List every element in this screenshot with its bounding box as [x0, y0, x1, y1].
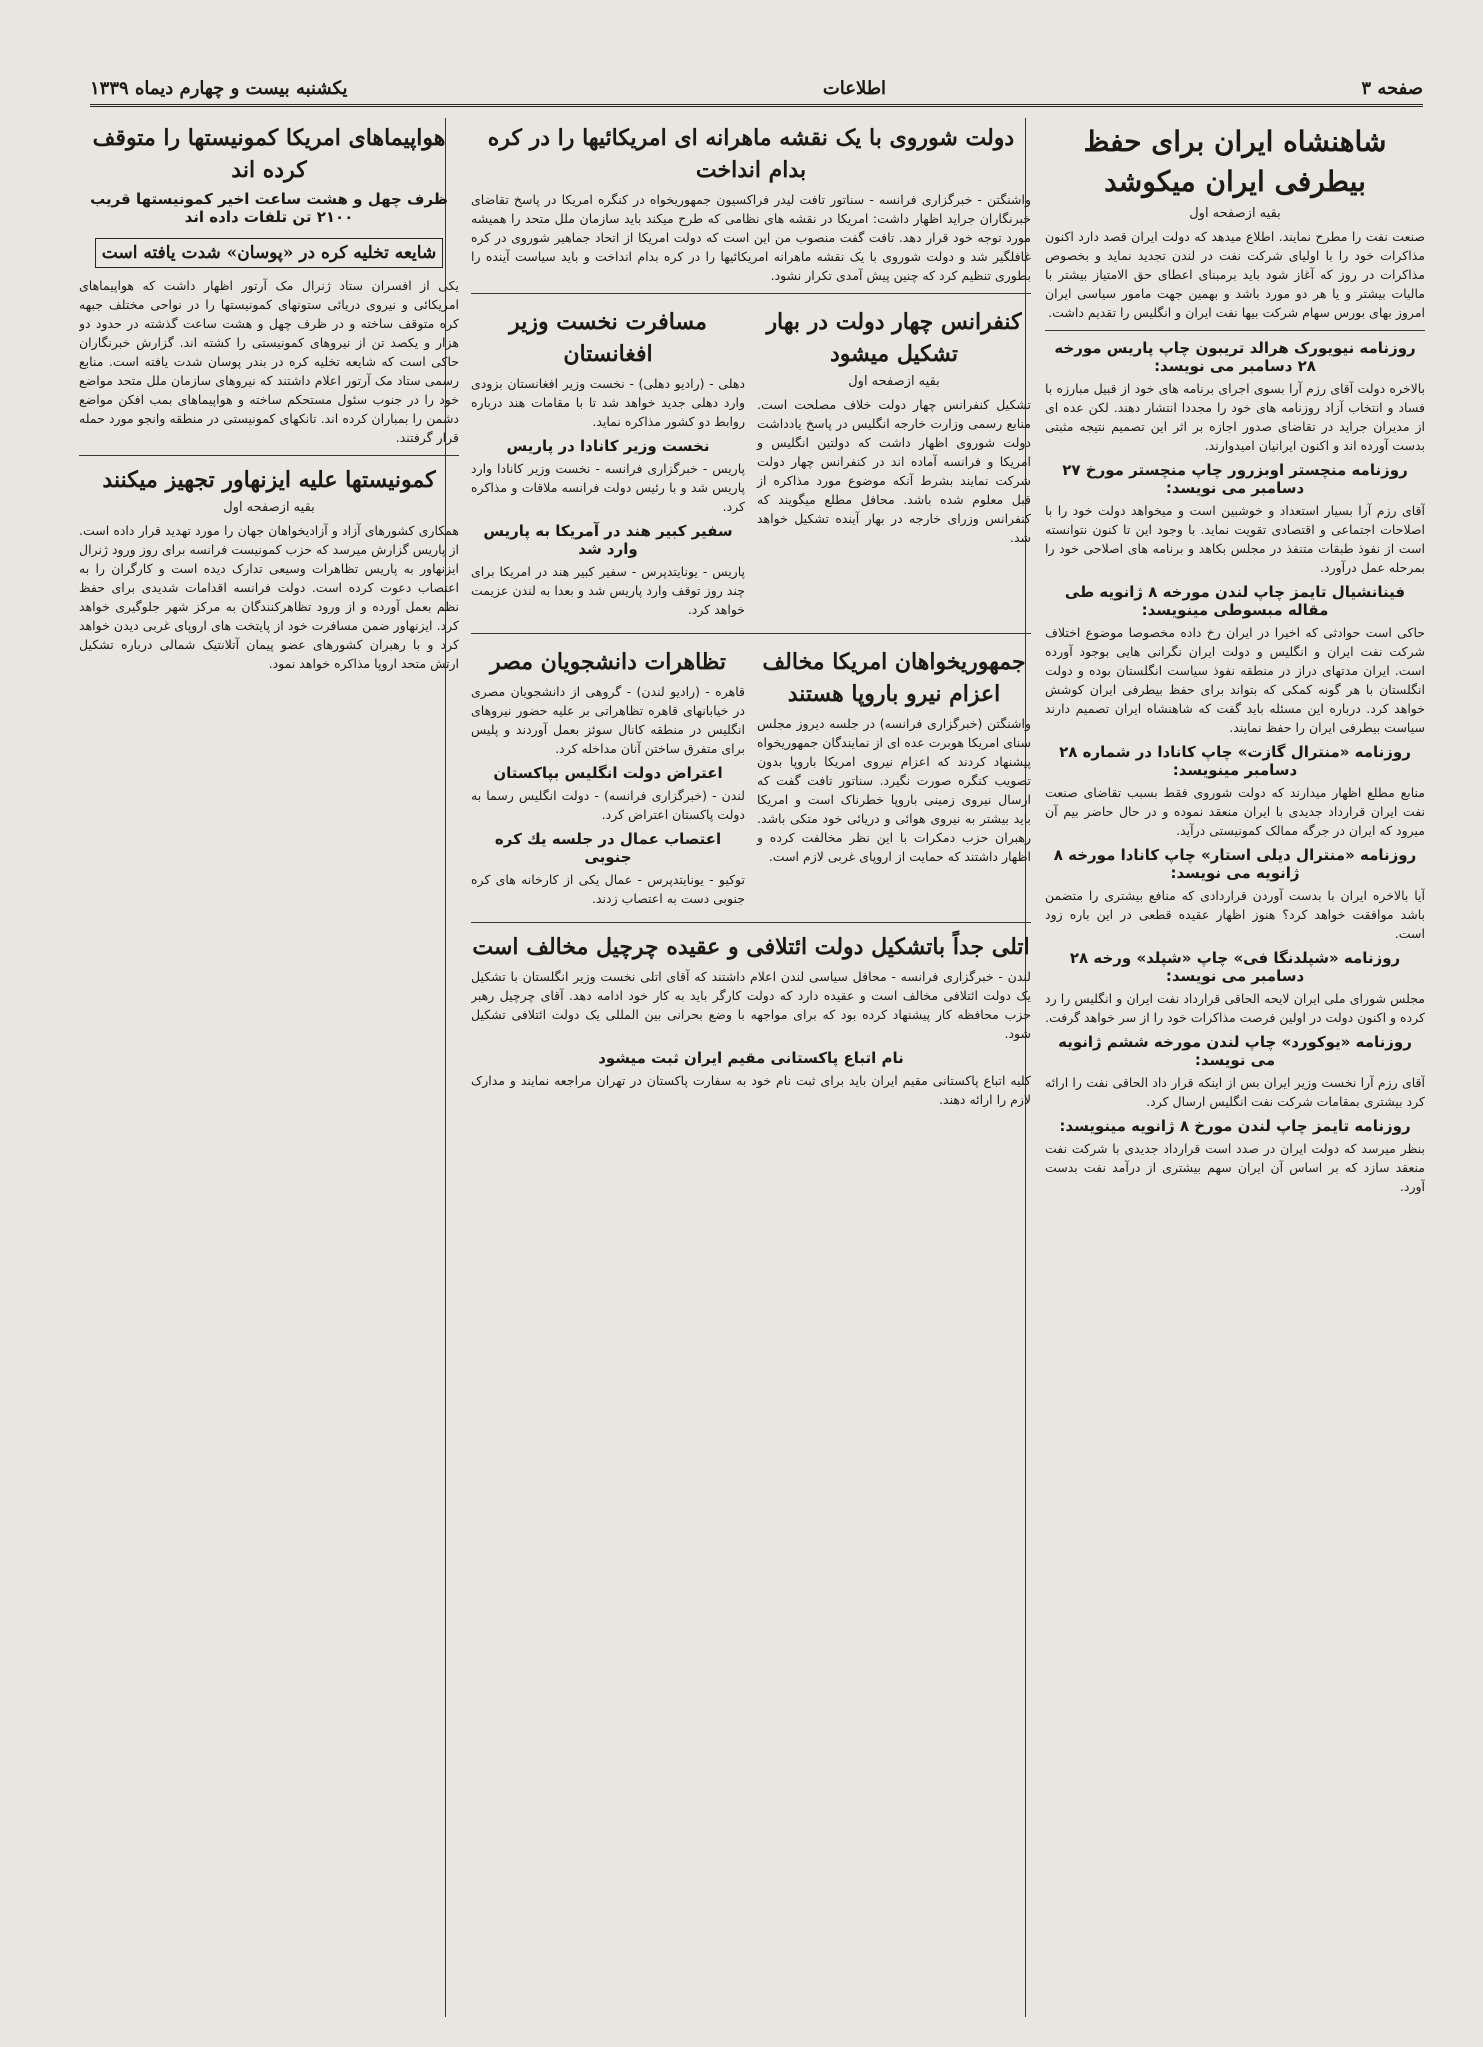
article-body: مجلس شورای ملی ایران لایحه الحاقی قرارداد نفت ایران و انگلیس را رد کرده و اکنون دولت در اولین فرصت مذاکرات خود را از سر خواهد گرفت. [1045, 991, 1425, 1025]
headline-korea-strike: اعتصاب عمال در جلسه یك کره جنوبی [494, 830, 722, 866]
divider [79, 455, 459, 456]
headline-montreal-daily-star: روزنامه «منترال دیلی استار» چاپ کانادا مورخه ۸ ژانویه می نویسد: [1053, 846, 1417, 882]
column-left [79, 118, 459, 2027]
boxed-headline [79, 234, 459, 272]
masthead [90, 72, 1423, 107]
article-body: واشنگتن (خبرگزاری فرانسه) در جلسه دیروز مجلس سنای امریکا هوبرت عده ای از نمایندگان جمهوریخواه پیشنهاد کردند که اعزام نیروی امریکا باروپا بدون تصویب کنگره صورت نگیرد. سناتور تافت گفت که ارسال نیروی زمینی باروپا خطرناک است و امریکا باید بیشتر به نیروی هوائی و دریائی خود متکی باشد. رهبران حزب دمکرات با این نظر مخالفت کرده و اظهار داشتند که حمایت از اروپای غربی لازم است. [757, 716, 1031, 864]
divider [471, 922, 1031, 923]
paper-name: اطلاعات [822, 77, 887, 99]
column-middle [471, 118, 1031, 2027]
article-body: همکاری کشورهای آزاد و آزادیخواهان جهان را مورد تهدید قرار داده است. از پاریس گزارش میرسد که حزب کمونیست فرانسه برای روز ورود ژنرال ایزنهاور به پاریس تظاهرات وسیعی تدارک دیده است و کارگران را به اعتصاب دعوت کرده است. دولت فرانسه اقدامات شدیدی برای حفظ نظم بعمل آورده و از ورود تظاهرکنندگان به مرکز شهر جلوگیری خواهد کرد. ایزنهاور ضمن مسافرت خود از پایتخت های اروپای غربی دیدن خواهد کرد و با رهبران کشورهای عضو پیمان آتلانتیک شمالی درباره تشکیل ارتش متحد اروپا مذاکره خواهد نمود. [79, 523, 459, 671]
article-body: منابع مطلع اظهار میدارند که دولت شوروی فقط بسبب تقاضای صنعت نفت ایران قرارداد جدیدی با ایران منعقد نموده و در حال حاضر بیم آن میرود که ایران در جرگه ممالک کمونیستی درآید. [1045, 785, 1425, 838]
split-section [471, 302, 1031, 625]
article-body: بالاخره دولت آقای رزم آرا بسوی اجرای برنامه های خود از قبیل مبارزه با فساد و انتخاب آزاد روزنامه های خود را مجددا انتشار دهند. لکن عده ای از مدیران جراید در تقاضای صدور اجازه بر اثر این تصمیم نتیجه مثبتی بدست آورده اند و اکنون ایرانیان امیدوارند. [1045, 381, 1425, 453]
article-body: آقای رزم آرا نخست وزیر ایران بس از اینکه قرار داد الحاقی نفت را ارائه کرد بیشتری بمقامات شرکت نفت انگلیس ارسال کرد. [1045, 1075, 1425, 1109]
article-body: آقای رزم آرا بسیار استعداد و خوشبین است و میخواهد دولت خود را با اصلاحات اجتماعی و اقتصادی تقویت نماید. با وجود این تا کنون نتوانسته است از نفوذ طبقات متنفذ در مجلس بکاهد و برنامه های اصلاحی خود را بمرحله عمل درآورد. [1045, 503, 1425, 575]
divider [471, 633, 1031, 634]
article-body: بنظر میرسد که دولت ایران در صدد است قرارداد جدیدی با شرکت نفت منعقد سازد که بر اساس آن ایران سهم بیشتری از درآمد نفت بدست آورد. [1045, 1141, 1425, 1194]
headline-pakistani-nationals: نام اتباع پاکستانی مقیم ایران ثبت میشود [598, 1049, 904, 1067]
article-body: پاریس - خبرگزاری فرانسه - نخست وزیر کانادا وارد پاریس شد و با رئیس دولت فرانسه ملاقات و مذاکره کرد. [471, 461, 745, 514]
article-body: صنعت نفت را مطرح نمایند. اطلاع میدهد که دولت ایران قصد دارد اکنون مذاکرات خود را با اولیای شرکت نفت در لندن تجدید نماید و بخصوص مذاکرات در روز که آغاز شود باید برمبنای اعطای حق الامتیاز بیشتر با مالیات بیشتر و یا هر دو مورد باشد و بهمین جهت مامور سیاسی ایران امروز بهای بورس سهام شرکت بیها نفت ایران و انگلیس را تقدیم داشت. [1045, 229, 1425, 320]
continued-label: بقیه ازصفحه اول [1189, 206, 1281, 221]
headline-pusan-evacuation: شایعه تخلیه کره در «پوسان» شدت یافته است [95, 238, 443, 268]
headline-egypt-students: تظاهرات دانشجویان مصر [490, 649, 726, 675]
divider [1045, 330, 1425, 331]
headline-record: روزنامه «یوکورد» چاپ لندن مورخه ششم ژانویه می نویسد: [1058, 1033, 1412, 1069]
headline-us-planes: هواپیماهای امریکا کمونیستها را متوقف کرده اند [92, 125, 446, 183]
subheadline-casualties: ظرف چهل و هشت ساعت اخیر کمونیستها قریب ۲۱۰۰ تن تلفات داده اند [90, 190, 448, 226]
issue-date: یکشنبه بیست و چهارم دیماه ۱۳۳۹ [90, 77, 348, 99]
subcolumn-left [471, 642, 745, 914]
subcolumn-left [471, 302, 745, 625]
continued-label: بقیه ازصفحه اول [223, 500, 315, 515]
headline-four-power-conference: کنفرانس چهار دولت در بهار تشکیل میشود [766, 309, 1022, 367]
divider [471, 293, 1031, 294]
headline-republicans-europe: جمهوریخواهان امریکا مخالف اعزام نیرو باروپا هستند [762, 649, 1026, 707]
subcolumn-right [757, 642, 1031, 914]
article-body: کلیه اتباع پاکستانی مقیم ایران باید برای ثبت نام خود به سفارت پاکستان در تهران مراجعه نمایند و مدارک لازم را ارائه دهند. [471, 1073, 1031, 1107]
headline-uk-protest: اعتراض دولت انگلیس بپاکستان [493, 764, 723, 782]
headline-india-ambassador: سفیر کبیر هند در آمریکا به پاریس وارد شد [483, 522, 733, 558]
headline-communists-eisenhower: کمونیستها علیه ایزنهاور تجهیز میکنند [102, 467, 436, 493]
article-body: لندن - (خبرگزاری فرانسه) - دولت انگلیس رسما به دولت پاکستان اعتراض کرد. [471, 788, 745, 822]
headline-montreal-gazette: روزنامه «منترال گازت» چاپ کانادا در شماره ۲۸ دسامبر مینویسد: [1059, 743, 1411, 779]
article-body: قاهره - (رادیو لندن) - گروهی از دانشجویان مصری در خیابانهای قاهره تظاهراتی بر علیه حضور نیروهای انگلیس در منطقه کانال سوئز بعمل آوردند و پلیس برای متفرق ساختن آنان مداخله کرد. [471, 684, 745, 756]
headline-sheffield: روزنامه «شپلدنگا فی» چاپ «شپلد» ورخه ۲۸ دسامبر می نویسد: [1069, 949, 1401, 985]
article-body: پاریس - یونایتدپرس - سفیر کبیر هند در امریکا برای چند روز توقف وارد پاریس شد و بعدا به لندن عزیمت خواهد کرد. [471, 564, 745, 617]
article-body: واشنگتن - خبرگزاری فرانسه - سناتور تافت لیدر فراکسیون جمهوریخواه در کنگره امریکا در پاسخ تقاضای خبرنگاران جراید اظهار داشت: امریکا در نقشه های نظامی که طرح میکند باید سازمان ملل متحد را همیشه مورد توجه خود قرار دهد. تافت گفت منصوب من این است که دولت امریکا از اتحاد جماهیر شوروی در کره غافلگیر شد و دولت شوروی با یک نقشه ماهرانه امریکائیها را در کره بدام انداخت و باید سیاست آینده را بطوری تنظیم کرد که چنین پیش آمدی تکرار نشود. [471, 192, 1031, 283]
headline-soviet-korea: دولت شوروی با یک نقشه ماهرانه ای امریکائیها را در کره بدام انداخت [487, 125, 1015, 183]
article-body: توکیو - یونایتدپرس - عمال یکی از کارخانه های کره جنوبی دست به اعتصاب زدند. [471, 872, 745, 906]
headline-afghan-pm: مسافرت نخست وزیر افغانستان [509, 309, 707, 367]
headline-financial-times: فینانشیال تایمز چاپ لندن مورخه ۸ ژانویه طی مقاله مبسوطی مینویسد: [1064, 583, 1406, 619]
split-section [471, 642, 1031, 914]
article-body: یکی از افسران ستاد ژنرال مک آرتور اظهار داشت که هواپیماهای امریکائی و نیروی دریائی ستونهای کمونیستها را در نواحی مختلف جبهه کره متوقف ساخته و در ظرف چهل و هشت ساعت گذشته در حدود دو هزار و یکصد تن از نیروهای کمونیستی را کشته اند. گزارش خبرنگاران حاکی است که شایعه تخلیه کره در بندر پوسان شدت یافته است. منابع رسمی ستاد مک آرتور اعلام داشتند که نیروهای سازمان ملل متحد مواضع خود را در جنوب سئول مستحکم ساخته و هواپیماهای بمب افکن مواضع دشمن را بمباران کرده اند. تانکهای کمونیستی در منطقه وانجو مورد حمله قرار گرفتند. [79, 278, 459, 445]
column-right [1045, 118, 1425, 2027]
article-body: حاکی است حوادثی که اخیرا در ایران رخ داده مخصوصا موضوع اختلاف شرکت نفت ایران و انگلیس و دولت ایران نگرانی هایی بوجود آورده است. ایران مدتهای دراز در منطقه نفوذ سیاست انگلستان بوده و دولت انگلستان با هر گونه کمکی که بتواند برای حفظ بیطرفی ایران کوشش خواهد کرد. درباره این مسئله باید گفت که شاهنشاه ایران تصمیم دارند سیاست بیطرفی ایران را حفظ نمایند. [1045, 625, 1425, 735]
headline-herald-tribune: روزنامه نیویورک هرالد تریبون چاپ پاریس مورخه ۲۸ دسامبر می نویسد: [1054, 339, 1416, 375]
article-body: تشکیل کنفرانس چهار دولت خلاف مصلحت است. منابع رسمی وزارت خارجه انگلیس در پاسخ یادداشت دولت شوروی اظهار داشت که دولتین انگلیس و امریکا و فرانسه آماده اند در کنفرانس چهار دولت شرکت نمایند بشرط آنکه موضوع مورد مذاکره از قبل معلوم شده باشد. محافل مطلع میگویند که کنفرانس وزرای خارجه در بهار آینده تشکیل خواهد شد. [757, 397, 1031, 545]
headline-manchester-observer: روزنامه منچستر اوبزرور چاپ منچستر مورخ ۲۷ دسامبر می نویسد: [1062, 461, 1408, 497]
headline-times: روزنامه تایمز چاپ لندن مورخ ۸ ژانویه مینویسد: [1059, 1117, 1411, 1135]
article-body: دهلی - (رادیو دهلی) - نخست وزیر افغانستان بزودی وارد دهلی جدید خواهد شد تا با مقامات هند درباره روابط دو کشور مذاکره نماید. [471, 376, 745, 429]
article-body: آیا بالاخره ایران با بدست آوردن قراردادی که منافع بیشتری را متضمن باشد موافقت خواهد کرد؟ هنوز اظهار عقیده قطعی در این باره زود است. [1045, 888, 1425, 941]
headline-attlee-coalition: اتلی جداً باتشکیل دولت ائتلافی و عقیده چرچیل مخالف است [472, 934, 1030, 960]
subcolumn-right [757, 302, 1031, 625]
continued-label: بقیه ازصفحه اول [848, 374, 940, 389]
headline-shah-neutrality: شاهنشاه ایران برای حفظ بیطرفی ایران میکوشد [1083, 125, 1387, 198]
article-body: لندن - خبرگزاری فرانسه - محافل سیاسی لندن اعلام داشتند که آقای اتلی نخست وزیر انگلستان با تشکیل یک دولت ائتلافی مخالف است و عقیده دارد که دولت کارگر باید به کار خود ادامه دهد. آقای چرچیل رهبر حزب محافظه کار پیشنهاد کرده بود که برای مواجهه با وضع بحرانی بین المللی یک دولت ائتلافی تشکیل شود. [471, 969, 1031, 1041]
headline-canada-pm: نخست وزیر کانادا در پاریس [506, 437, 710, 455]
page-number: صفحه ۳ [1361, 77, 1423, 99]
